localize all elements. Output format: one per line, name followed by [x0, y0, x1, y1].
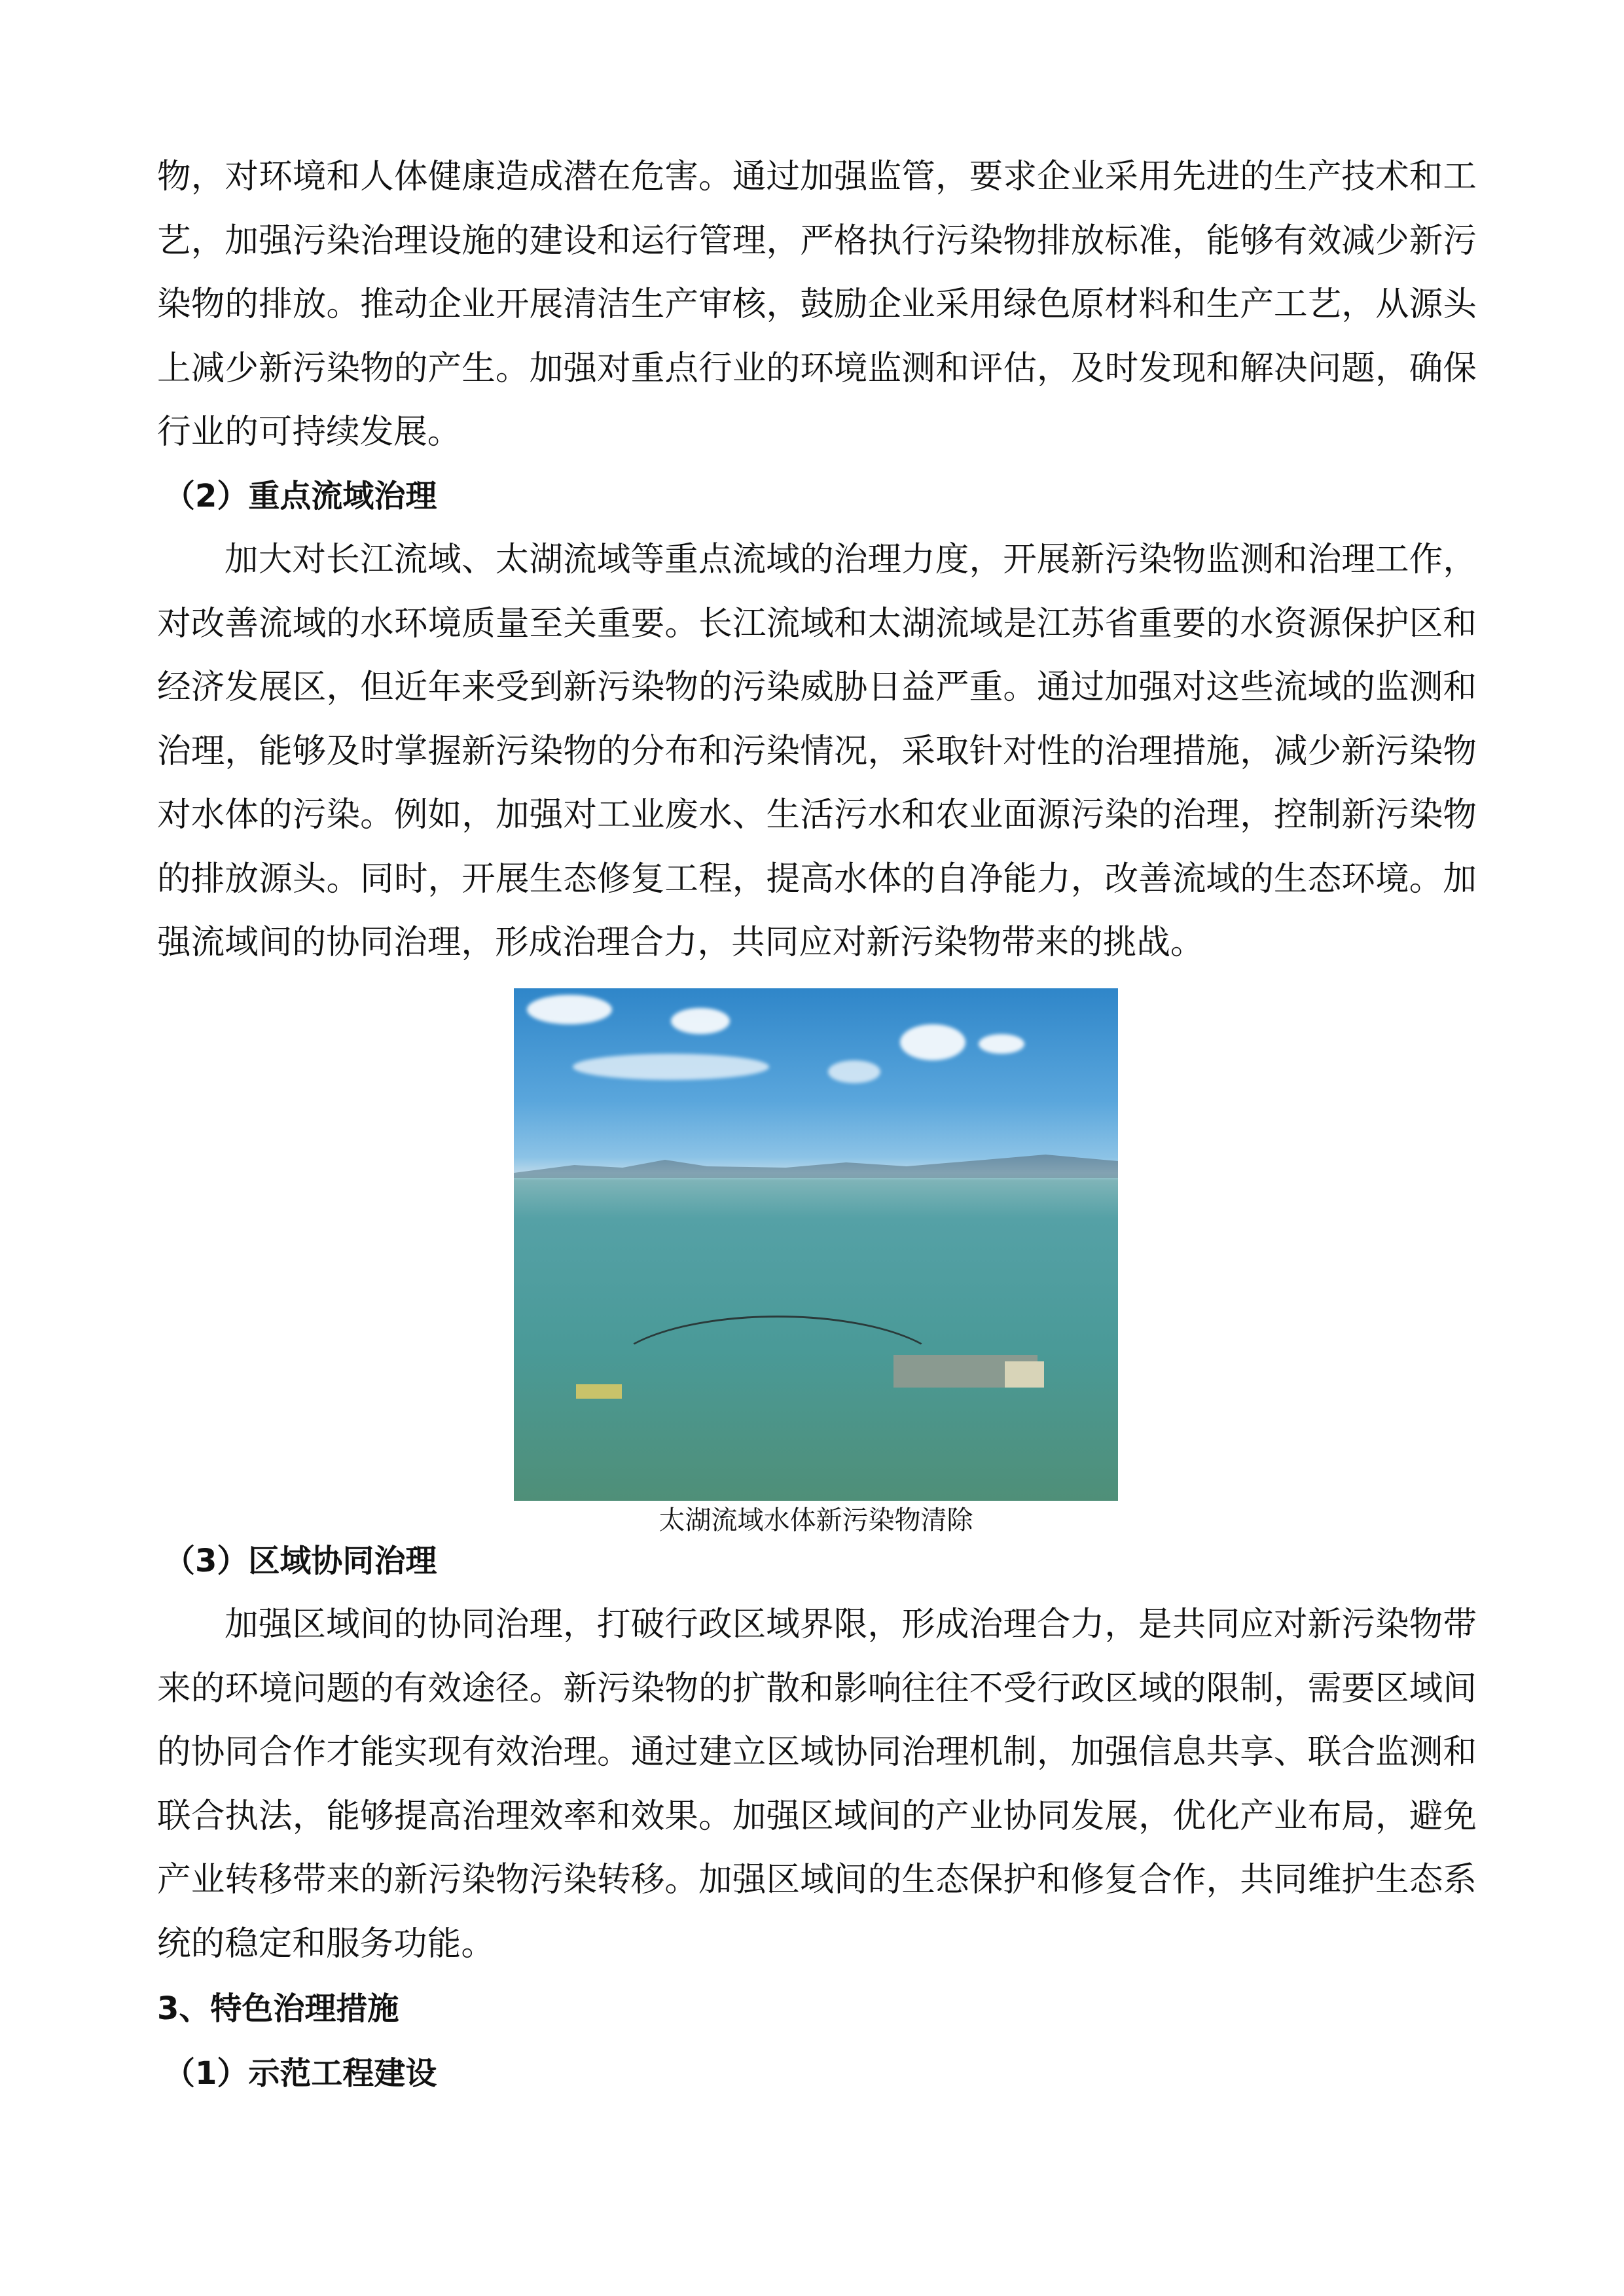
heading-key-basin-governance: （2）重点流域治理 [164, 478, 437, 514]
paragraph-industry-regulation: 物，对环境和人体健康造成潜在危害。通过加强监管，要求企业采用先进的生产技术和工艺，加强污染治理设施的建设和运行管理，严格执行污染物排放标准，能够有效减少新污染物的排放。推动企业开展清洁生产审核，鼓励企业采用绿色原材料和生产工艺，从源头上减少新污染物的产生。加强对重点行业的环境监测和评估，及时发现和解决问题，确保行业的可持续发展。 [157, 157, 1477, 452]
taihu-lake-photo [514, 988, 1118, 1501]
paragraph-key-basin-governance: 加大对长江流域、太湖流域等重点流域的治理力度，开展新污染物监测和治理工作，对改善流域的水环境质量至关重要。长江流域和太湖流域是江苏省重要的水资源保护区和经济发展区，但近年来受到新污染物的污染威胁日益严重。通过加强对这些流域的监测和治理，能够及时掌握新污染物的分布和污染情况，采取针对性的治理措施，减少新污染物对水体的污染。例如，加强对工业废水、生活污水和农业面源污染的治理，控制新污染物的排放源头。同时，开展生态修复工程，提高水体的自净能力，改善流域的生态环境。加强流域间的协同治理，形成治理合力，共同应对新污染物带来的挑战。 [157, 540, 1477, 962]
figure-caption: 太湖流域水体新污染物清除 [659, 1505, 973, 1535]
heading-demonstration-projects: （1）示范工程建设 [164, 2055, 437, 2092]
heading-special-measures: 3、特色治理措施 [157, 1990, 399, 2027]
heading-regional-collaboration: （3）区域协同治理 [164, 1543, 437, 1579]
paragraph-regional-collaboration: 加强区域间的协同治理，打破行政区域界限，形成治理合力，是共同应对新污染物带来的环境问题的有效途径。新污染物的扩散和影响往往不受行政区域的限制，需要区域间的协同合作才能实现有效治理。通过建立区域协同治理机制，加强信息共享、联合监测和联合执法，能够提高治理效率和效果。加强区域间的产业协同发展，优化产业布局，避免产业转移带来的新污染物污染转移。加强区域间的生态保护和修复合作，共同维护生态系统的稳定和服务功能。 [157, 1605, 1477, 1964]
